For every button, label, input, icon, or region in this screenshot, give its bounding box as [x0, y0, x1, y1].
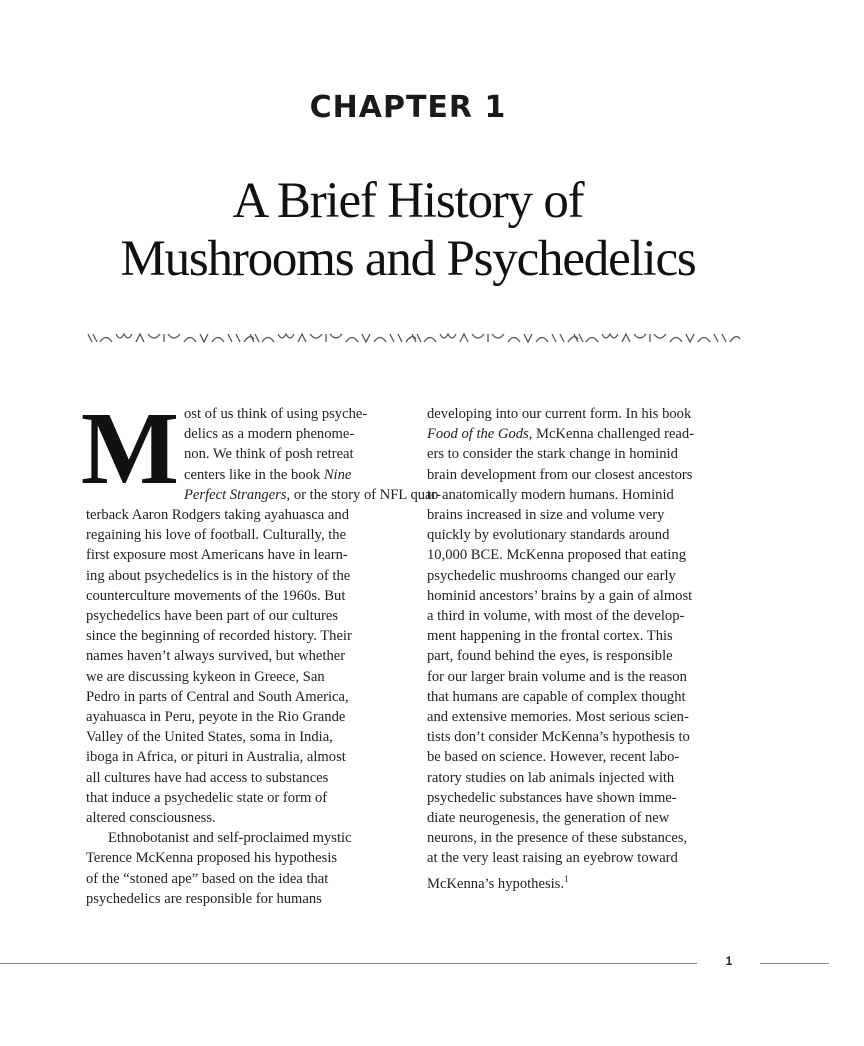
- paragraph-line: that humans are capable of complex thought: [427, 688, 686, 705]
- paragraph-line: [427, 424, 726, 444]
- book-title-italic: Perfect Strangers: [184, 486, 287, 503]
- paragraph-line: ayahuasca in Peru, peyote in the Rio Grande: [86, 709, 346, 726]
- paragraph-text: McKenna’s hypothesis.: [427, 875, 565, 892]
- paragraph-line: 10,000 BCE. McKenna proposed that eating: [427, 547, 686, 564]
- book-title-italic: Food of the Gods: [427, 426, 529, 443]
- chapter-title-line-1: A Brief History of: [232, 173, 584, 229]
- paragraph-line: psychedelic substances have shown imme-: [427, 789, 677, 806]
- paragraph-line: ost of us think of using psyche-: [184, 406, 368, 422]
- body-column-left: [80, 391, 441, 909]
- paragraph-line: of the “stoned ape” based on the idea that: [86, 870, 329, 887]
- paragraph-line: developing into our current form. In his book: [427, 406, 692, 422]
- footer-rule-left: [0, 963, 697, 964]
- paragraph-line: psychedelics have been part of our cultures: [86, 608, 339, 625]
- paragraph-line: Valley of the United States, soma in India,: [86, 729, 333, 746]
- paragraph-line: altered consciousness.: [86, 810, 216, 827]
- paragraph-line: hominid ancestors’ brains by a gain of almost: [427, 587, 693, 604]
- paragraph-line: be based on science. However, recent labo-: [427, 749, 680, 766]
- paragraph-line: tists don’t consider McKenna’s hypothesis to: [427, 729, 690, 746]
- footer-rule-right: [760, 963, 829, 964]
- paragraph-text: centers like in the book: [184, 466, 324, 483]
- paragraph-line: a third in volume, with most of the develop-: [427, 608, 685, 625]
- paragraph-line: psychedelic mushrooms changed our early: [427, 567, 676, 584]
- chapter-title-line-2: Mushrooms and Psychedelics: [120, 231, 696, 287]
- paragraph-line: ing about psychedelics is in the history of the: [86, 567, 351, 584]
- book-title-italic: Nine: [323, 466, 352, 483]
- paragraph-line: names haven’t always survived, but whether: [86, 648, 346, 665]
- paragraph-line: delics as a modern phenome-: [184, 426, 355, 443]
- paragraph-line: part, found behind the eyes, is responsible: [427, 648, 673, 665]
- paragraph-line: ers to consider the stark change in hominid: [427, 446, 678, 463]
- paragraph-line: neurons, in the presence of these substances,: [427, 830, 688, 847]
- paragraph-line: terback Aaron Rodgers taking ayahuasca and: [86, 507, 349, 524]
- chapter-label: CHAPTER 1: [309, 90, 507, 125]
- paragraph-line: iboga in Africa, or pituri in Australia, almost: [86, 749, 346, 766]
- chapter-title: [0, 172, 816, 288]
- svg-text:M: M: [80, 391, 180, 506]
- footnote-marker[interactable]: 1: [564, 873, 569, 884]
- paragraph-line: Pedro in parts of Central and South America,: [86, 688, 349, 705]
- decorative-ornament-border: [86, 331, 735, 345]
- paragraph-line: we are discussing kykeon in Greece, San: [86, 668, 325, 685]
- paragraph-line: to anatomically modern humans. Hominid: [427, 486, 674, 503]
- paragraph-line: ment happening in the frontal cortex. This: [427, 628, 673, 645]
- paragraph-line: quickly by evolutionary standards around: [427, 527, 670, 544]
- paragraph-line: all cultures have had access to substances: [86, 769, 329, 786]
- paragraph-line: [427, 869, 726, 894]
- paragraph-text: , or the story of NFL quar-: [286, 486, 441, 503]
- paragraph-line: brain development from our closest ancestors: [427, 466, 693, 483]
- paragraph-line: that induce a psychedelic state or form of: [86, 789, 328, 806]
- paragraph-line: diate neurogenesis, the generation of new: [427, 810, 670, 827]
- paragraph-line: for our larger brain volume and is the reason: [427, 668, 687, 685]
- paragraph-line: since the beginning of recorded history. Their: [86, 628, 352, 645]
- paragraph-line: Ethnobotanist and self-proclaimed mystic: [108, 830, 352, 847]
- paragraph-line: and extensive memories. Most serious scien-: [427, 709, 689, 726]
- paragraph-line: counterculture movements of the 1960s. But: [86, 587, 346, 604]
- paragraph-line: ratory studies on lab animals injected with: [427, 769, 675, 786]
- paragraph-line: non. We think of posh retreat: [184, 446, 354, 463]
- paragraph-line: regaining his love of football. Culturally, the: [86, 527, 347, 544]
- body-column-right: [427, 404, 726, 894]
- paragraph-line: Terence McKenna proposed his hypothesis: [86, 850, 338, 867]
- paragraph-line: at the very least raising an eyebrow toward: [427, 850, 678, 867]
- paragraph-line: brains increased in size and volume very: [427, 507, 665, 524]
- paragraph-line: psychedelics are responsible for humans: [86, 890, 322, 907]
- dropcap-letter-m: [80, 391, 180, 506]
- paragraph-line: first exposure most Americans have in learn-: [86, 547, 348, 564]
- paragraph-text: , McKenna challenged read-: [528, 426, 695, 443]
- page-number: 1: [725, 954, 733, 968]
